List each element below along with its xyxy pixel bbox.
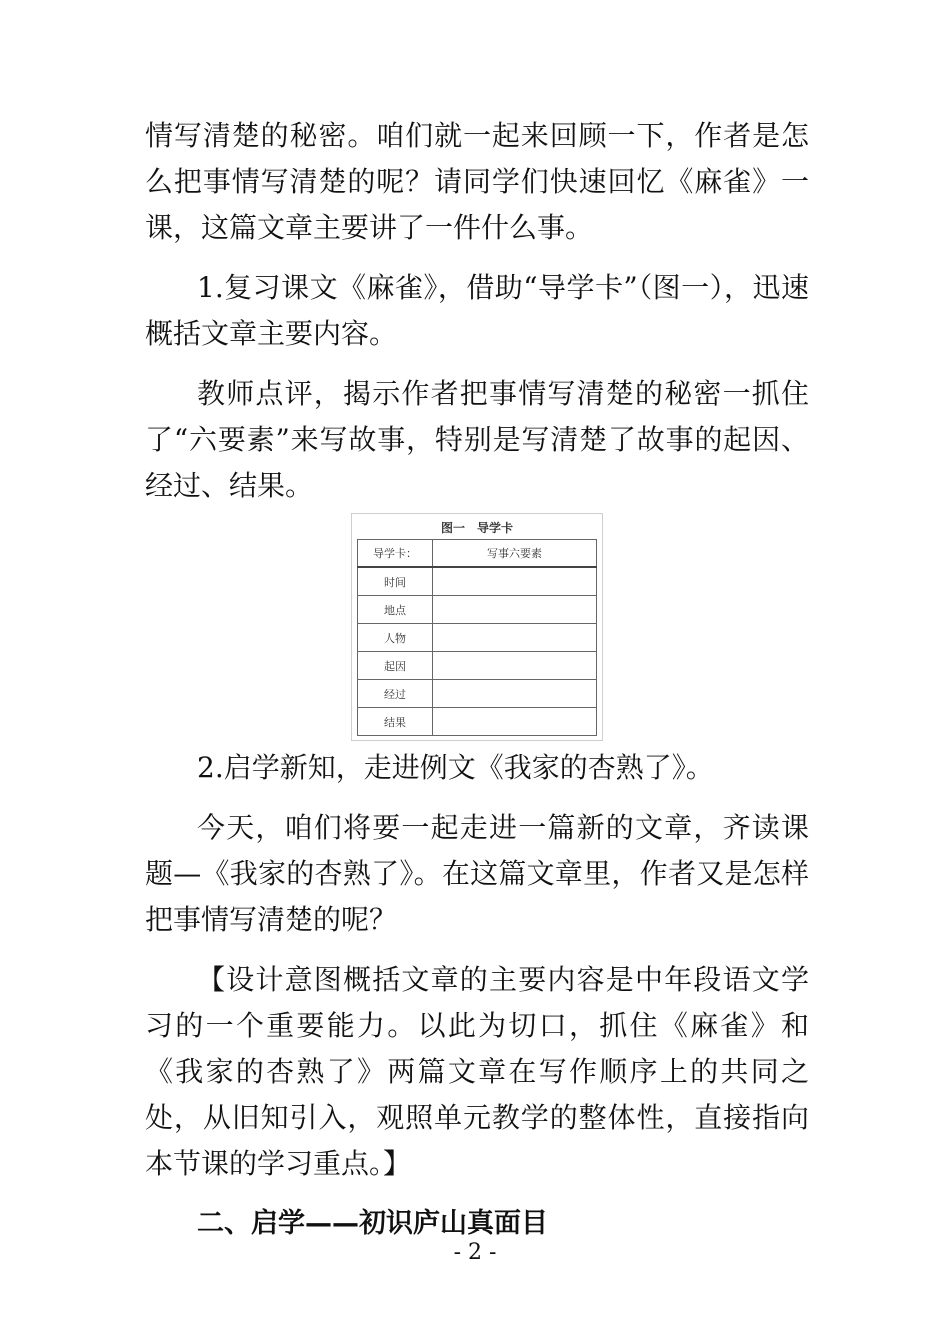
row-label-process: 经过 [358, 680, 433, 708]
table-cell-empty [433, 680, 597, 708]
page-number: - 2 - [453, 1240, 497, 1265]
row-label-result: 结果 [358, 708, 433, 736]
table-row [358, 567, 597, 596]
table-header-row [358, 540, 597, 568]
table-row [358, 624, 597, 652]
paragraph-teacher-comment: 教师点评，揭示作者把事情写清楚的秘密一抓住了“六要素”来写故事，特别是写清楚了故事的起因、经过、结果。 [145, 377, 809, 502]
paragraph-today: 今天，咱们将要一起走进一篇新的文章，齐读课题—《我家的杏熟了》。在这篇文章里，作者又是怎样把事情写清楚的呢？ [145, 811, 809, 936]
table-cell-empty [433, 708, 597, 736]
table-row [358, 652, 597, 680]
table-cell-empty [433, 652, 597, 680]
paragraph-intro: 情写清楚的秘密。咱们就一起来回顾一下，作者是怎么把事情写清楚的呢？请同学们快速回忆《麻雀》一课，这篇文章主要讲了一件什么事。 [145, 119, 809, 244]
table-cell-empty [433, 567, 597, 596]
document-page [145, 113, 809, 1247]
table-header-cell: 写事六要素 [433, 540, 597, 568]
row-label-time: 时间 [358, 567, 433, 596]
figure-study-card [351, 513, 603, 741]
table-row [358, 680, 597, 708]
figure-title: 图一 导学卡 [440, 521, 513, 535]
table-cell-empty [433, 624, 597, 652]
paragraph-new-lesson: 2.启学新知，走进例文《我家的杏熟了》。 [197, 751, 714, 784]
study-card-table [357, 539, 597, 736]
row-label-people: 人物 [358, 624, 433, 652]
table-header-cell: 导学卡： [358, 540, 433, 568]
row-label-cause: 起因 [358, 652, 433, 680]
row-label-place: 地点 [358, 596, 433, 624]
section-heading: 二、启学——初识庐山真面目 [197, 1208, 548, 1239]
table-row [358, 596, 597, 624]
table-row [358, 708, 597, 736]
table-cell-empty [433, 596, 597, 624]
paragraph-review-step: 1.复习课文《麻雀》，借助“导学卡”（图一），迅速概括文章主要内容。 [145, 271, 809, 350]
paragraph-design-intent: 【设计意图概括文章的主要内容是中年段语文学习的一个重要能力。以此为切口，抓住《麻雀》和《我家的杏熟了》两篇文章在写作顺序上的共同之处，从旧知引入，观照单元教学的整体性，直接指向本节课的学习重点。】 [145, 963, 809, 1180]
